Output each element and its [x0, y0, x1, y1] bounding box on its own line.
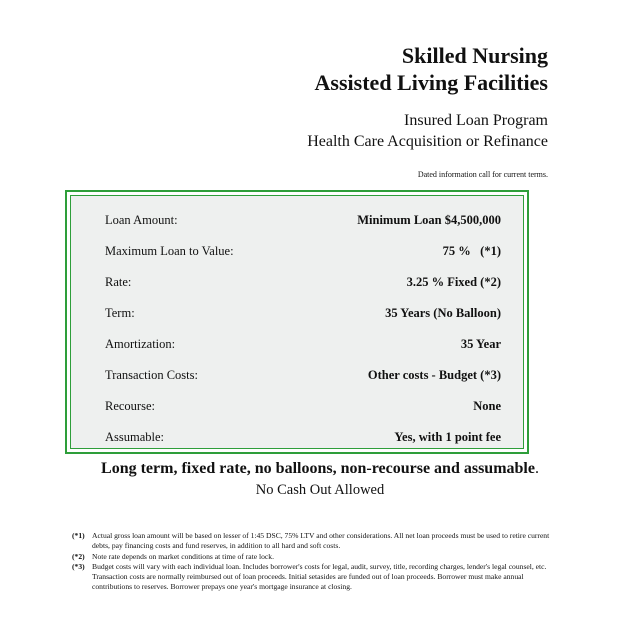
term-value: Minimum Loan $4,500,000 [357, 212, 501, 227]
footnote-2 [72, 552, 550, 562]
term-value: 35 Years (No Balloon) [385, 305, 501, 320]
term-row-term [105, 303, 501, 323]
term-label: Rate: [105, 274, 132, 289]
loan-terms-box [65, 190, 529, 454]
term-value: 3.25 % Fixed (*2) [406, 274, 501, 289]
subtitle-line-1: Insured Loan Program [404, 112, 548, 129]
term-label: Maximum Loan to Value: [105, 243, 234, 258]
term-value: 75 % (*1) [442, 243, 501, 258]
term-row-amortization [105, 334, 501, 354]
dated-note: Dated information call for current terms. [417, 170, 548, 179]
term-row-assumable [105, 427, 501, 447]
term-value: Other costs - Budget (*3) [367, 367, 501, 382]
term-label: Amortization: [105, 336, 176, 351]
subtitle-line-2: Health Care Acquisition or Refinance [307, 133, 548, 150]
footnote-1 [72, 531, 550, 552]
tagline-period: . [534, 460, 539, 477]
title-line-1: Skilled Nursing [401, 43, 548, 68]
term-row-rate [105, 272, 501, 292]
term-row-loan-amount [105, 210, 501, 230]
footnotes [72, 531, 550, 593]
term-value: Yes, with 1 point fee [394, 429, 501, 444]
term-label: Loan Amount: [105, 212, 178, 227]
footnote-mark: (*1) [72, 531, 85, 540]
term-row-transaction-costs [105, 365, 501, 385]
footnote-text: Actual gross loan amount will be based on lesser of 1:45 DSC, 75% LTV and other considerations. All net loan proceeds must be used to retire current debts, pay financing costs and fund reserves, in addition to all hard and soft costs. [92, 531, 550, 551]
term-label: Transaction Costs: [105, 367, 198, 382]
term-row-recourse [105, 396, 501, 416]
tagline-text: Long term, fixed rate, no balloons, non-recourse and assumable [101, 460, 535, 477]
cash-out-note: No Cash Out Allowed [255, 482, 385, 498]
footnote-mark: (*2) [72, 551, 85, 561]
term-label: Term: [105, 305, 135, 320]
term-value: 35 Year [460, 336, 501, 351]
footnote-mark: (*3) [72, 561, 85, 571]
title-line-2: Assisted Living Facilities [314, 70, 548, 95]
term-value: None [473, 398, 501, 413]
footnote-3 [72, 562, 550, 593]
summary-tagline [0, 460, 640, 478]
program-subtitle [307, 110, 548, 152]
term-label: Assumable: [105, 429, 165, 444]
term-label: Recourse: [105, 398, 155, 413]
term-row-max-ltv [105, 241, 501, 261]
loan-terms-panel [70, 195, 524, 449]
footnote-text: Budget costs will vary with each individual loan. Includes borrower's costs for legal, audit, survey, title, recording charges, lender's legal counsel, etc. Transaction costs are normally reimbursed out of loan proceeds. Initial setasides are funded out of loan proceeds. Borrower must make annual contributions to reserves. Borrower prepays one year's mortgage insurance at closing. [92, 561, 547, 592]
footnote-text: Note rate depends on market conditions at time of rate lock. [92, 551, 274, 561]
document-title [315, 42, 548, 96]
